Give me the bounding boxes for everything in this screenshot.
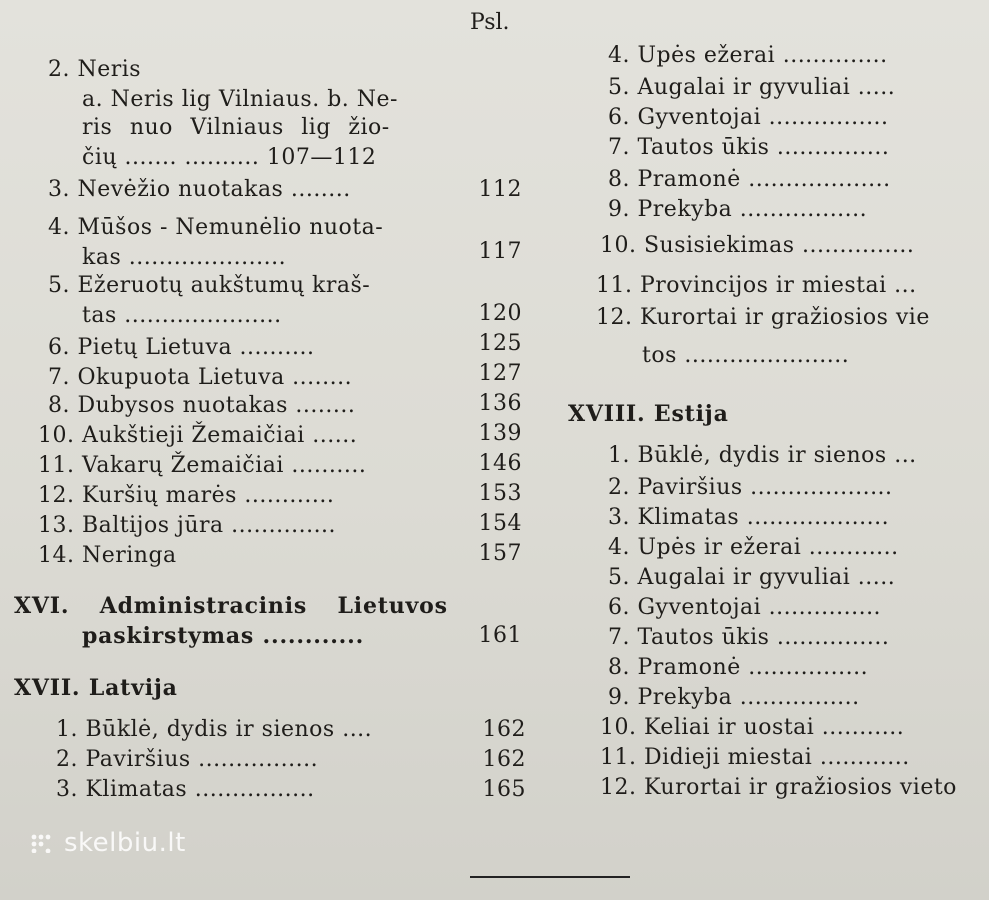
toc-entry: 2. Paviršius ...................: [608, 475, 893, 500]
toc-entry: 1. Būklė, dydis ir sienos ....: [56, 717, 373, 742]
page-number: 120: [478, 301, 522, 326]
section-heading: XVII. Latvija: [14, 675, 178, 701]
toc-entry: 12. Kurortai ir gražiosios vie: [596, 305, 930, 330]
toc-entry: 7. Tautos ūkis ...............: [608, 135, 890, 160]
page-number: 157: [478, 541, 522, 566]
toc-entry: 8. Dubysos nuotakas ........: [48, 393, 356, 418]
toc-entry: 12. Kuršių marės ............: [38, 483, 335, 508]
toc-entry: 13. Baltijos jūra ..............: [38, 513, 337, 538]
section-heading: XVIII. Estija: [568, 401, 729, 427]
page-column-header: Psl.: [470, 10, 510, 35]
toc-entry: tos ......................: [642, 343, 850, 368]
toc-entry: 6. Gyventojai ...............: [608, 595, 882, 620]
toc-entry: 7. Tautos ūkis ...............: [608, 625, 890, 650]
page-number: 112: [478, 177, 522, 202]
toc-entry: 4. Upės ežerai ..............: [608, 43, 888, 68]
section-heading: paskirstymas ............: [82, 623, 365, 649]
toc-entry: 2. Neris: [48, 57, 142, 82]
toc-entry: 4. Upės ir ežerai ............: [608, 535, 899, 560]
toc-entry: kas .....................: [82, 245, 287, 270]
watermark: [30, 828, 186, 858]
toc-entry: 9. Prekyba .................: [608, 197, 868, 222]
page-number: 162: [482, 717, 526, 742]
toc-entry: 9. Prekyba ................: [608, 685, 860, 710]
toc-entry: 10. Susisiekimas ...............: [600, 233, 915, 258]
toc-entry: čių ....... .......... 107—112: [82, 145, 377, 170]
toc-entry: 14. Neringa: [38, 543, 177, 568]
page-number: 136: [478, 391, 522, 416]
page-number: 125: [478, 331, 522, 356]
page-number: 117: [478, 239, 522, 264]
toc-entry: 5. Ežeruotų aukštumų kraš-: [48, 273, 371, 298]
page-number: 139: [478, 421, 522, 446]
section-heading: XVI. Administracinis Lietuvos: [14, 593, 448, 619]
toc-entry: 12. Kurortai ir gražiosios vieto: [600, 775, 957, 800]
toc-entry: tas .....................: [82, 303, 282, 328]
toc-entry: 11. Vakarų Žemaičiai ..........: [38, 453, 367, 478]
toc-entry: 11. Provincijos ir miestai ...: [596, 273, 917, 298]
page-number: 165: [482, 777, 526, 802]
toc-entry: 6. Gyventojai ................: [608, 105, 889, 130]
page-number: 146: [478, 451, 522, 476]
toc-entry: 10. Aukštieji Žemaičiai ......: [38, 423, 358, 448]
page-number: 161: [478, 623, 522, 648]
toc-entry: ris nuo Vilniaus lig žio-: [82, 115, 390, 140]
page-number: 127: [478, 361, 522, 386]
toc-entry: 6. Pietų Lietuva ..........: [48, 335, 315, 360]
page-number: 162: [482, 747, 526, 772]
toc-entry: 3. Klimatas ................: [56, 777, 315, 802]
bottom-rule: [470, 876, 630, 878]
toc-entry: 5. Augalai ir gyvuliai .....: [608, 75, 896, 100]
page-number: 153: [478, 481, 522, 506]
page-number: 154: [478, 511, 522, 536]
toc-entry: 1. Būklė, dydis ir sienos ...: [608, 443, 917, 468]
toc-entry: 3. Klimatas ...................: [608, 505, 890, 530]
toc-entry: 4. Mūšos - Nemunėlio nuota-: [48, 215, 384, 240]
toc-entry: a. Neris lig Vilniaus. b. Ne-: [82, 87, 398, 112]
skelbiu-logo-icon: [30, 833, 56, 853]
toc-entry: 11. Didieji miestai ............: [600, 745, 910, 770]
toc-entry: 3. Nevėžio nuotakas ........: [48, 177, 351, 202]
toc-entry: 8. Pramonė ...................: [608, 167, 891, 192]
toc-entry: 5. Augalai ir gyvuliai .....: [608, 565, 896, 590]
toc-entry: 2. Paviršius ................: [56, 747, 319, 772]
toc-entry: 8. Pramonė ................: [608, 655, 869, 680]
watermark-text: skelbiu.lt: [64, 828, 186, 858]
toc-entry: 7. Okupuota Lietuva ........: [48, 365, 353, 390]
toc-entry: 10. Keliai ir uostai ...........: [600, 715, 905, 740]
